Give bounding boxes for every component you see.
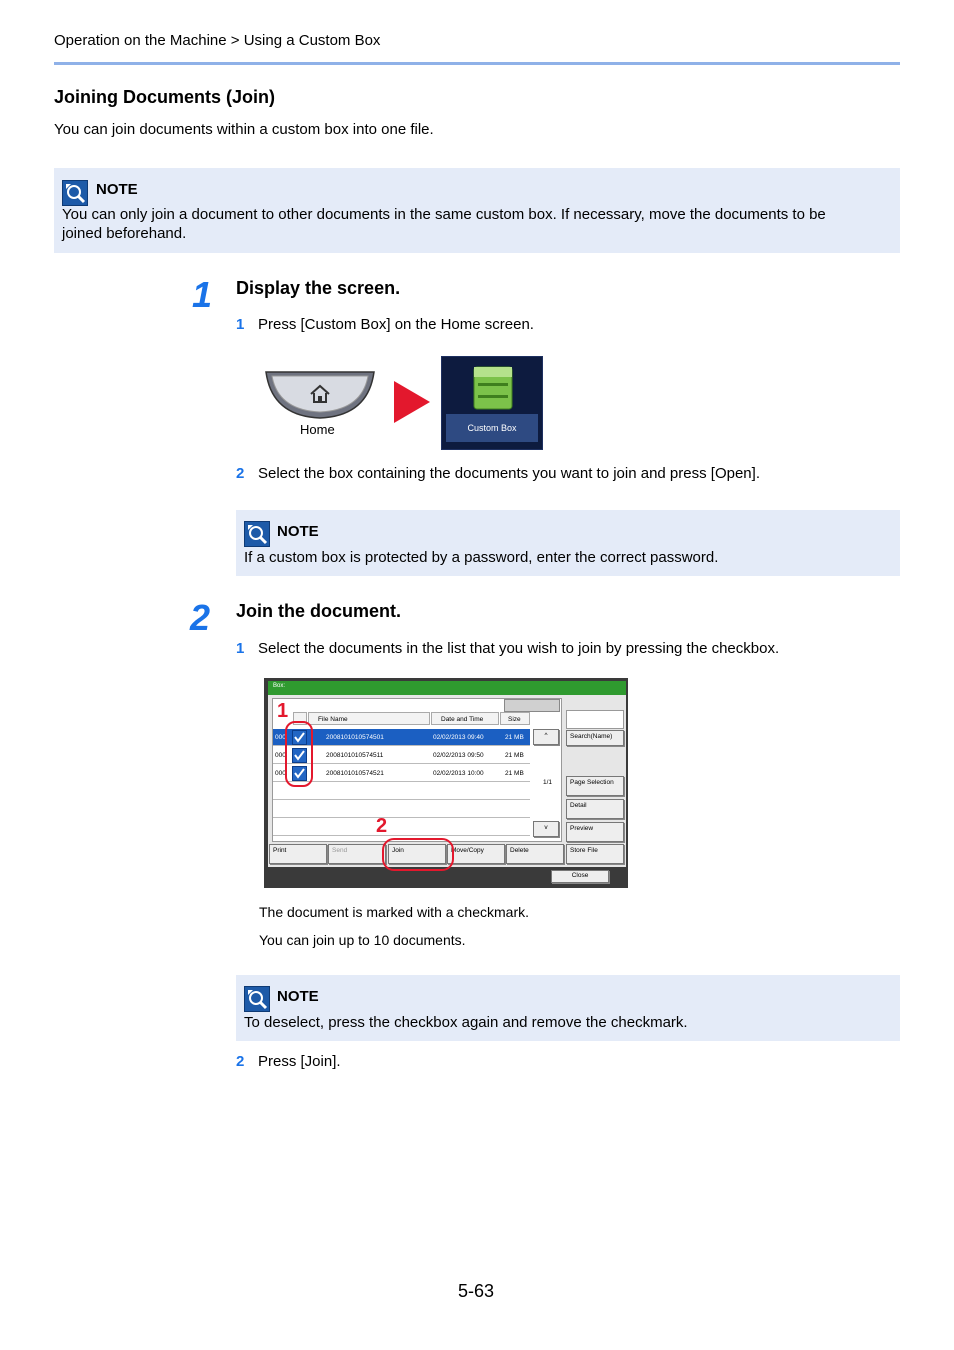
step-number: 1	[192, 274, 213, 315]
step-number: 2	[190, 597, 211, 638]
note-icon	[244, 521, 270, 547]
file-name: 2008101010574521	[326, 770, 384, 777]
substep	[236, 465, 760, 482]
join-button[interactable]: Join	[388, 844, 446, 864]
row-number: 000	[275, 734, 286, 741]
close-button-label: Close	[571, 872, 589, 879]
file-size: 21 MB	[505, 752, 524, 759]
note-text-line1: You can only join a document to other documents in the same custom box. If necessary, move the documents to be	[62, 206, 826, 223]
note-icon	[62, 180, 88, 206]
send-button[interactable]: Send	[328, 844, 386, 864]
arrow-right-icon	[394, 381, 430, 428]
note-box	[236, 975, 900, 1041]
move-copy-button[interactable]: Move/Copy	[447, 844, 505, 864]
note-text: To deselect, press the checkbox again and remove the checkmark.	[244, 1014, 688, 1031]
column-date[interactable]: Date and Time	[431, 712, 499, 725]
section-intro: You can join documents within a custom box into one file.	[54, 121, 434, 138]
note-text	[62, 205, 892, 243]
note-title: NOTE	[277, 988, 319, 1005]
step-title: Display the screen.	[236, 278, 401, 298]
custom-box-label: Custom Box	[446, 414, 538, 442]
step-title: Join the document.	[236, 601, 402, 621]
list-view-toggle[interactable]	[504, 699, 560, 712]
page-number: 5-63	[458, 1281, 495, 1301]
note-text: If a custom box is protected by a password, enter the correct password.	[244, 549, 719, 566]
home-icon	[309, 384, 331, 409]
substep-number: 1	[236, 316, 245, 333]
search-name-button[interactable]: Search(Name)	[566, 730, 624, 746]
note-title: NOTE	[277, 523, 319, 540]
substep-text: Select the documents in the list that you wish to join by pressing the checkbox.	[258, 640, 780, 657]
box-icon	[442, 357, 542, 417]
page-indicator: 1/1	[543, 779, 553, 786]
panel-header	[268, 681, 626, 695]
substep-text: Press [Custom Box] on the Home screen.	[258, 316, 534, 333]
home-label: Home	[300, 422, 335, 437]
box-label: Box:	[273, 683, 286, 689]
callout-label: 2	[376, 815, 388, 837]
result-text: You can join up to 10 documents.	[259, 932, 466, 948]
page-selection-button[interactable]: Page Selection	[566, 776, 624, 796]
search-field[interactable]	[566, 710, 624, 729]
substep-number: 1	[236, 640, 245, 657]
substep	[236, 316, 534, 333]
note-title: NOTE	[96, 181, 138, 198]
note-box	[236, 510, 900, 576]
file-size: 21 MB	[505, 770, 524, 777]
table-row[interactable]	[273, 783, 530, 800]
column-file-name[interactable]: File Name	[308, 712, 430, 725]
substep-text: Select the box containing the documents you want to join and press [Open].	[258, 465, 760, 482]
substep	[236, 640, 779, 657]
file-name: 2008101010574511	[326, 752, 384, 759]
section-title: Joining Documents (Join)	[54, 87, 276, 107]
store-file-button[interactable]: Store File	[566, 844, 624, 864]
print-button[interactable]: Print	[269, 844, 327, 864]
result-text: The document is marked with a checkmark.	[259, 904, 529, 920]
column-size[interactable]: Size	[500, 712, 530, 725]
table-row[interactable]	[273, 819, 530, 836]
row-number: 000	[275, 752, 286, 759]
row-number: 000	[275, 770, 286, 777]
note-icon	[244, 986, 270, 1012]
substep-number: 2	[236, 1053, 245, 1070]
substep-number: 2	[236, 465, 245, 482]
breadcrumb: Operation on the Machine > Using a Custom Box	[54, 32, 381, 49]
note-text-line2: joined beforehand.	[62, 225, 187, 242]
header-rule	[54, 62, 900, 65]
delete-button[interactable]: Delete	[506, 844, 564, 864]
preview-button[interactable]: Preview	[566, 822, 624, 842]
callout-ring-checkboxes	[285, 721, 313, 787]
note-box	[54, 168, 900, 253]
file-size: 21 MB	[505, 734, 524, 741]
detail-button[interactable]: Detail	[566, 799, 624, 819]
table-row[interactable]	[273, 801, 530, 818]
date-time: 02/02/2013 09:50	[433, 752, 484, 759]
scroll-down-button[interactable]: v	[533, 821, 559, 837]
date-time: 02/02/2013 10:00	[433, 770, 484, 777]
scroll-up-button[interactable]: ^	[533, 729, 559, 745]
substep	[236, 1053, 341, 1070]
callout-label: 1	[277, 700, 289, 722]
callout-ring-join	[382, 838, 454, 871]
file-name: 2008101010574501	[326, 734, 384, 741]
substep-text: Press [Join].	[258, 1053, 341, 1070]
close-button[interactable]	[551, 870, 609, 883]
date-time: 02/02/2013 09:40	[433, 734, 484, 741]
